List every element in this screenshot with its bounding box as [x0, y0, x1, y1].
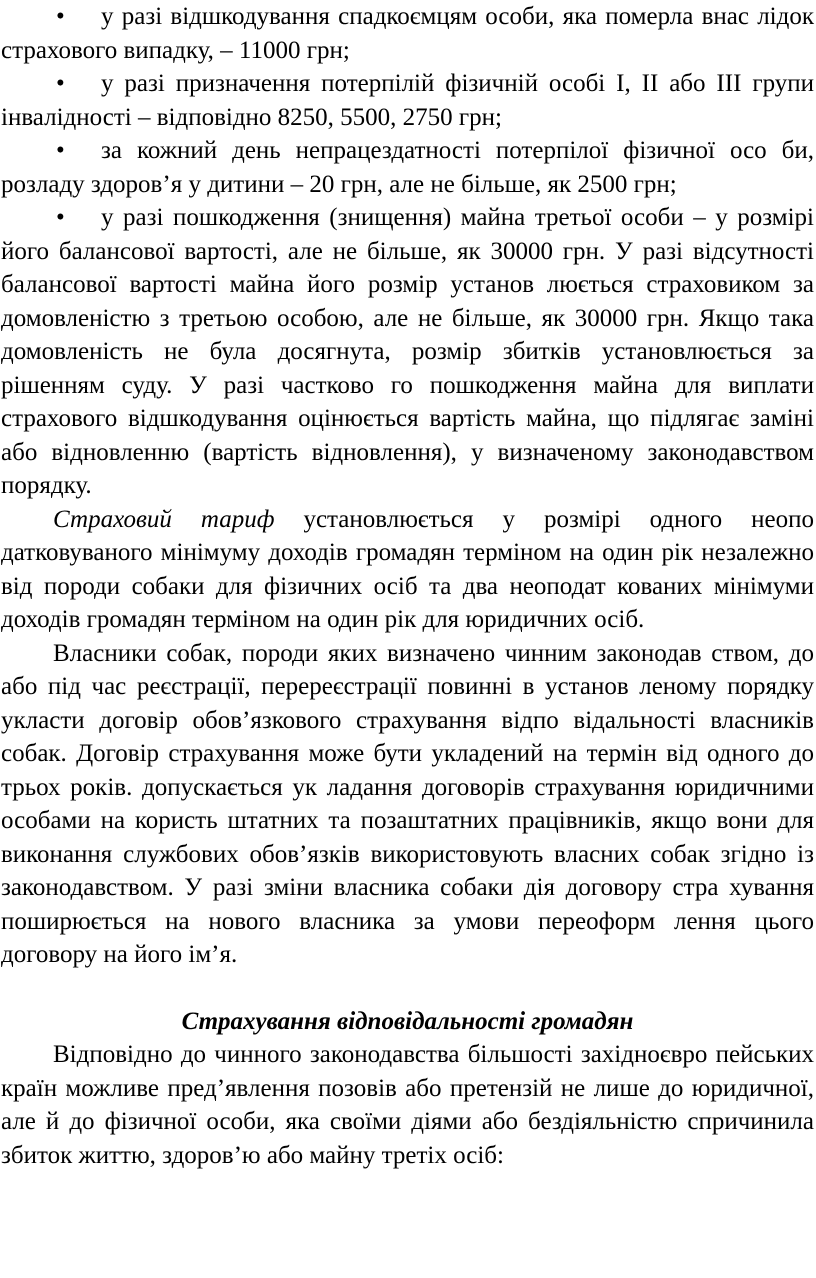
bullet-item-disability-compensation	[1, 67, 814, 134]
bullet-item-incapacity-compensation	[1, 134, 814, 201]
bullet-text: у разі призначення потерпілій фізичній особі I, II або III групи інвалідності – відповідно 8250, 5500, 2750 грн;	[1, 70, 814, 131]
bullet-text: за кожний день непрацездатності потерпілої фізичної осо би, розладу здоров’я у дитини – 20 грн, але не більше, як 2500 грн;	[1, 137, 814, 198]
owners-paragraph: Власники собак, породи яких визначено чинним законодав ством, до або під час реєстрації, перереєстрації повинні в установ леному порядку укласти договір обов’язкового страхування відпо відальності власників собак. Договір страхування може бути укладений на термін від одного до трьох років. допускається ук ладання договорів страхування юридичними особами на користь штатних та позаштатних працівників, якщо вони для виконання службових обов’язків використовують власних собак згідно із законодавством. У разі зміни власника собаки дія договору стра хування поширюється на нового власника за умови переоформ лення цього договору на його ім’я.	[1, 639, 814, 968]
bullet-icon: •	[56, 204, 65, 231]
bullet-icon: •	[56, 3, 65, 30]
bullet-icon: •	[56, 137, 65, 164]
bullet-icon: •	[56, 70, 65, 97]
tariff-term: Страховий тариф	[53, 505, 275, 533]
bullet-item-death-compensation	[1, 0, 814, 67]
bullet-text: у разі відшкодування спадкоємцям особи, яка померла внас лідок страхового випадку, – 11000 грн;	[1, 3, 814, 64]
tariff-paragraph	[1, 503, 814, 637]
bullet-text: у разі пошкодження (знищення) майна третьої особи – у розмірі його балансової вартості, але не більше, як 30000 грн. У разі відсутності балансової вартості майна його розмір установ люється страховиком за домовленістю з третьою особою, але не більше, як 30000 грн. Якщо така домовленість не була досягнута, розмір збитків установлюється за рішенням суду. У разі частково го пошкодження майна для виплати страхового відшкодування оцінюється вартість майна, що підлягає заміні або відновленню (вартість відновлення), у визначеному законодавством порядку.	[1, 204, 814, 499]
section-heading: Страхування відповідальності громадян	[181, 1007, 634, 1035]
tariff-text: установлюється у розмірі одного неопо датковуваного мінімуму доходів громадян терміном на один рік незалежно від породи собаки для фізичних осіб та два неоподат кованих мінімуми доходів громадян терміном на один рік для юридичних осіб.	[1, 505, 814, 633]
liability-paragraph: Відповідно до чинного законодавства більшості західноєвро пейських країн можливе пред’явлення позовів або претензій не лише до юридичної, але й до фізичної особи, яка своїми діями або бездіяльністю спричинила збиток життю, здоров’ю або майну третіх осіб:	[1, 1041, 814, 1169]
bullet-item-property-damage	[1, 201, 814, 503]
